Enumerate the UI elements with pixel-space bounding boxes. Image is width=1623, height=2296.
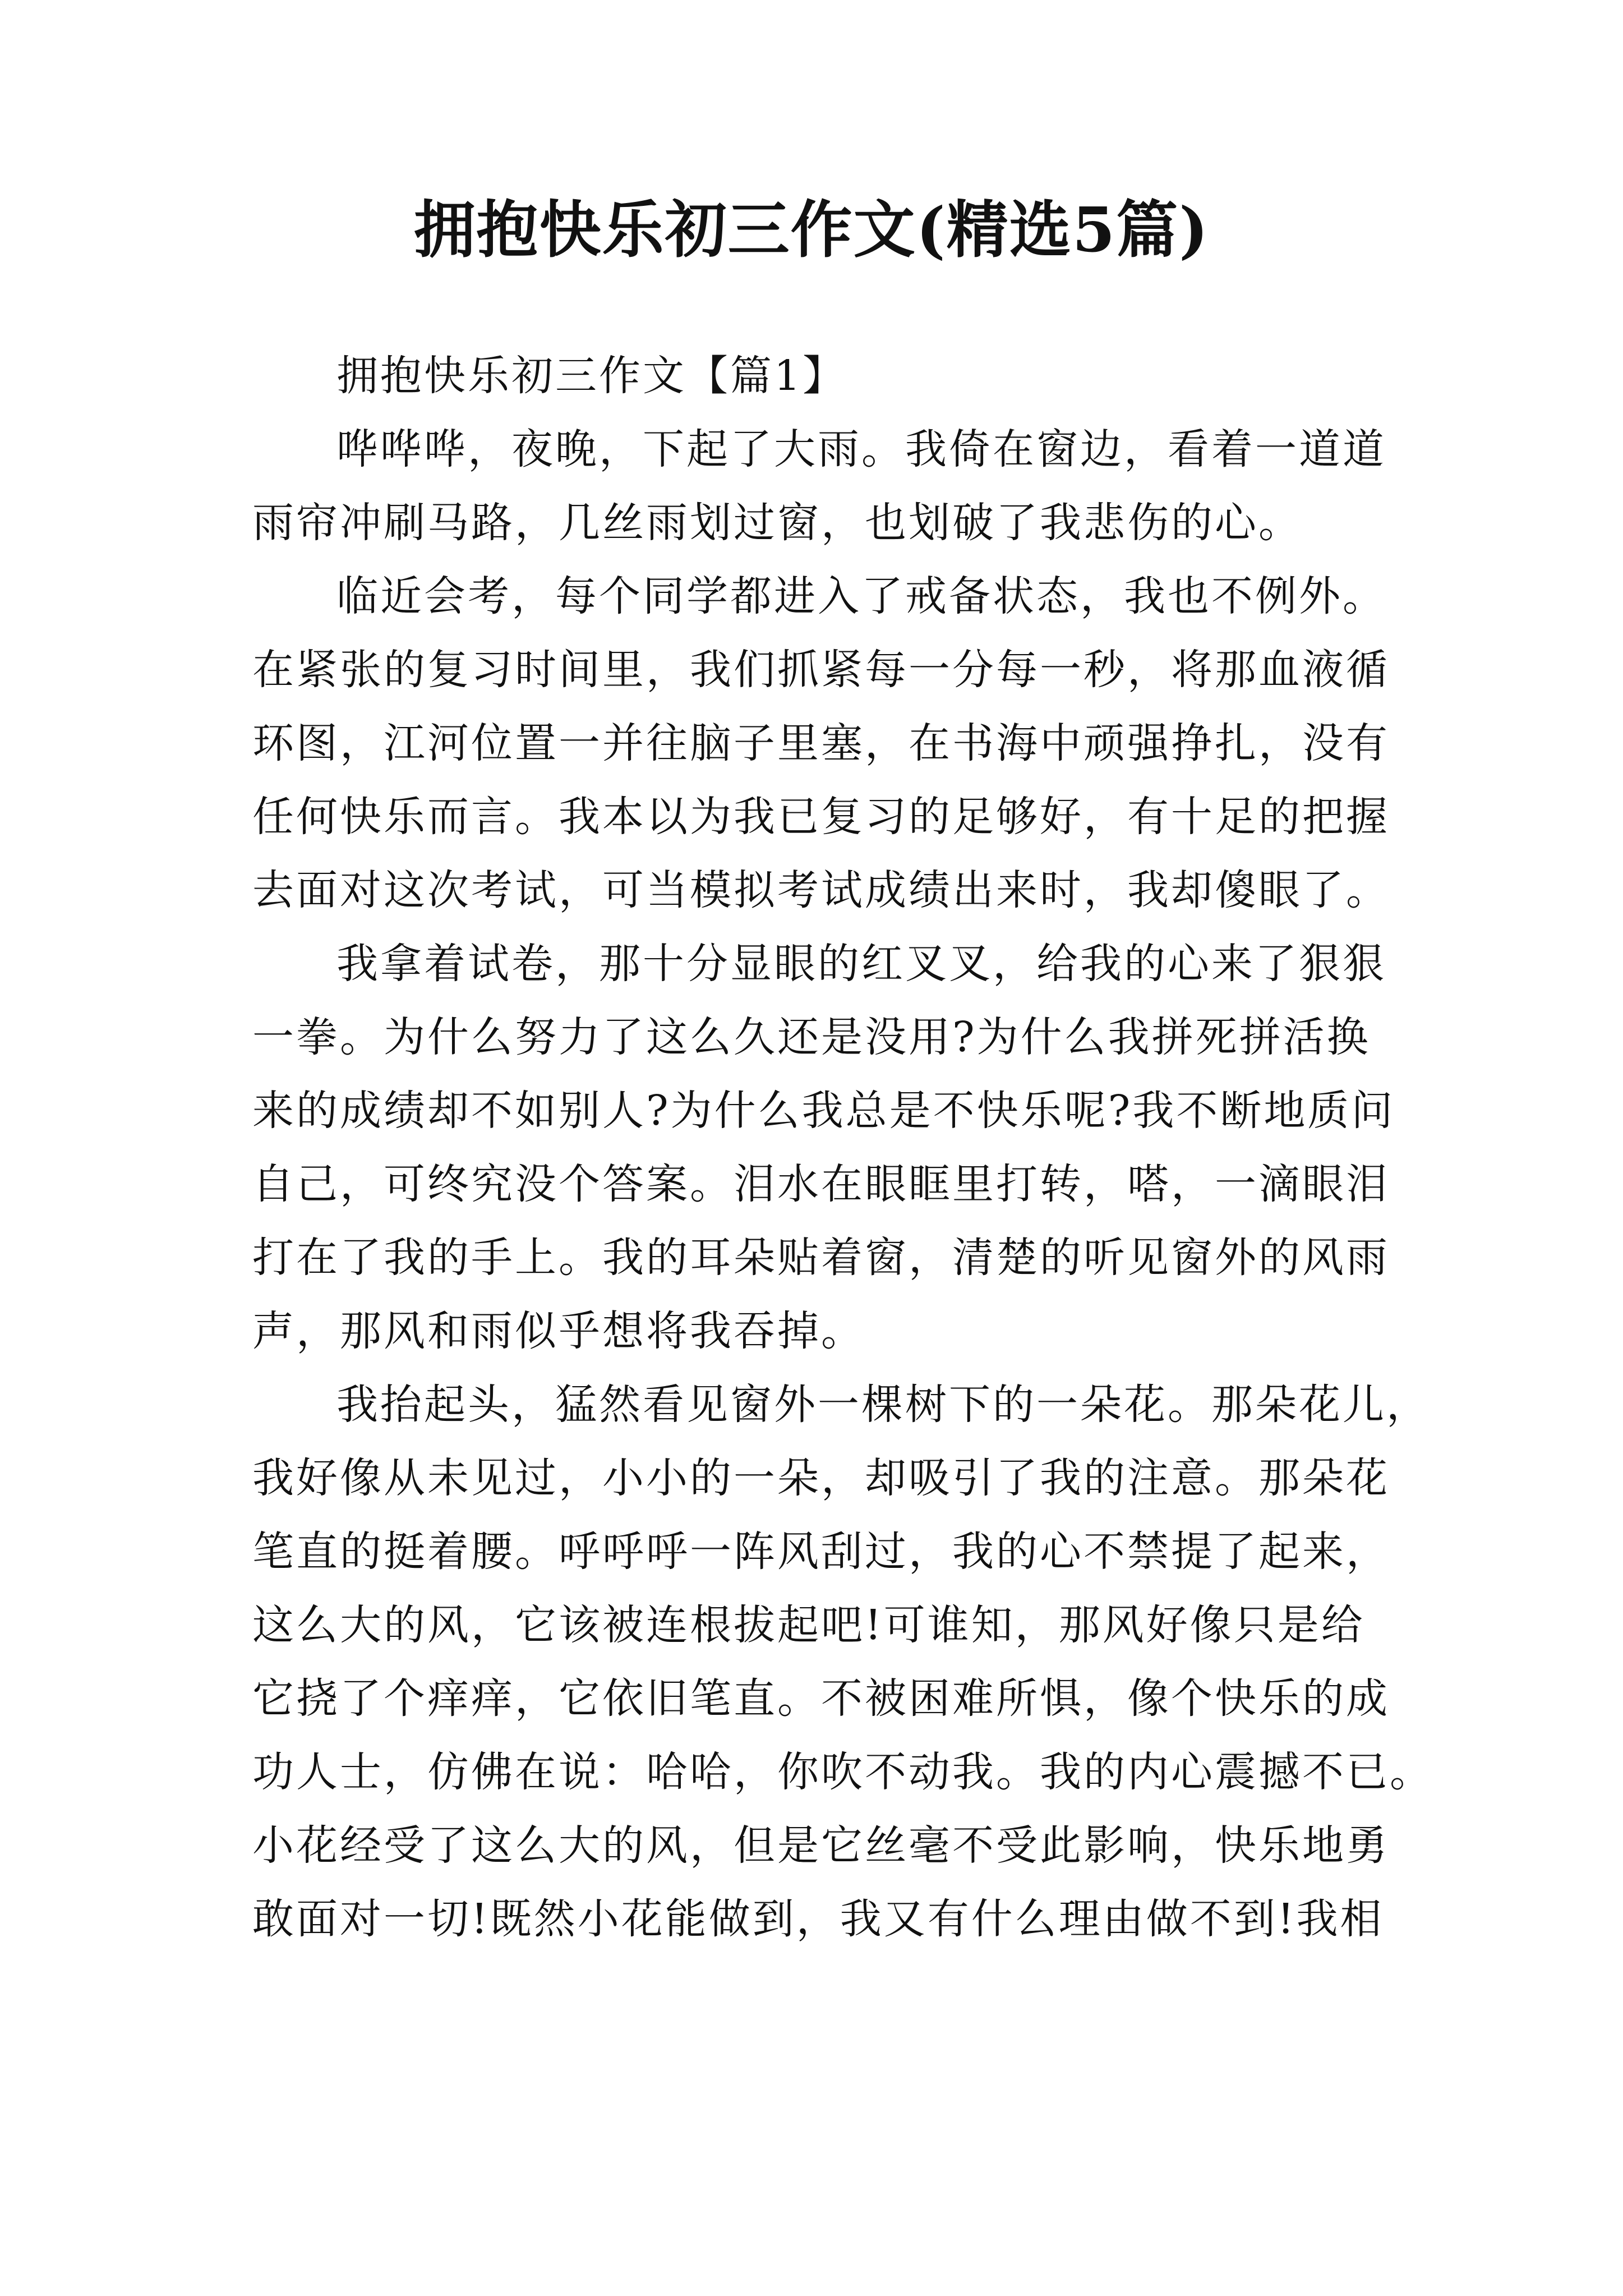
section-heading: 拥抱快乐初三作文【篇1】 [336,352,847,400]
text-line: 我抬起头，猛然看见窗外一棵树下的一朵花。那朵花儿， [336,1381,1430,1429]
text-line: 来的成绩却不如别人?为什么我总是不快乐呢?我不断地质问 [252,1087,1395,1135]
text-line: 打在了我的手上。我的耳朵贴着窗，清楚的听见窗外的风雨 [252,1234,1390,1282]
text-line: 敢面对一切!既然小花能做到，我又有什么理由做不到!我相 [252,1895,1384,1943]
text-line: 哗哗哗，夜晚，下起了大雨。我倚在窗边，看着一道道 [336,425,1386,473]
text-line: 声，那风和雨似乎想将我吞掉。 [252,1307,865,1355]
text-line: 自己，可终究没个答案。泪水在眼眶里打转，嗒，一滴眼泪 [252,1160,1390,1208]
document-title: 拥抱快乐初三作文(精选5篇) [413,194,1210,266]
text-line: 雨帘冲刷马路，几丝雨划过窗，也划破了我悲伤的心。 [252,499,1302,547]
document-body [252,339,1433,1956]
text-line: 功人士，仿佛在说：哈哈，你吹不动我。我的内心震撼不已。 [252,1748,1433,1796]
text-line: 这么大的风，它该被连根拔起吧!可谁知，那风好像只是给 [252,1601,1365,1649]
text-line: 笔直的挺着腰。呼呼呼一阵风刮过，我的心不禁提了起来， [252,1527,1390,1576]
text-line: 它挠了个痒痒，它依旧笔直。不被困难所惧，像个快乐的成 [252,1674,1390,1723]
text-line: 去面对这次考试，可当模拟考试成绩出来时，我却傻眼了。 [252,866,1390,914]
text-line: 环图，江河位置一并往脑子里塞，在书海中顽强挣扎，没有 [252,719,1390,767]
text-line: 任何快乐而言。我本以为我已复习的足够好，有十足的把握 [252,793,1390,841]
text-line: 在紧张的复习时间里，我们抓紧每一分每一秒，将那血液循 [252,646,1390,694]
text-line: 我拿着试卷，那十分显眼的红叉叉，给我的心来了狠狠 [336,940,1386,988]
text-line: 临近会考，每个同学都进入了戒备状态，我也不例外。 [336,572,1386,620]
text-line: 一拳。为什么努力了这么久还是没用?为什么我拼死拼活换 [252,1013,1371,1061]
text-line: 小花经受了这么大的风，但是它丝毫不受此影响，快乐地勇 [252,1821,1390,1870]
text-line: 我好像从未见过，小小的一朵，却吸引了我的注意。那朵花 [252,1454,1390,1502]
